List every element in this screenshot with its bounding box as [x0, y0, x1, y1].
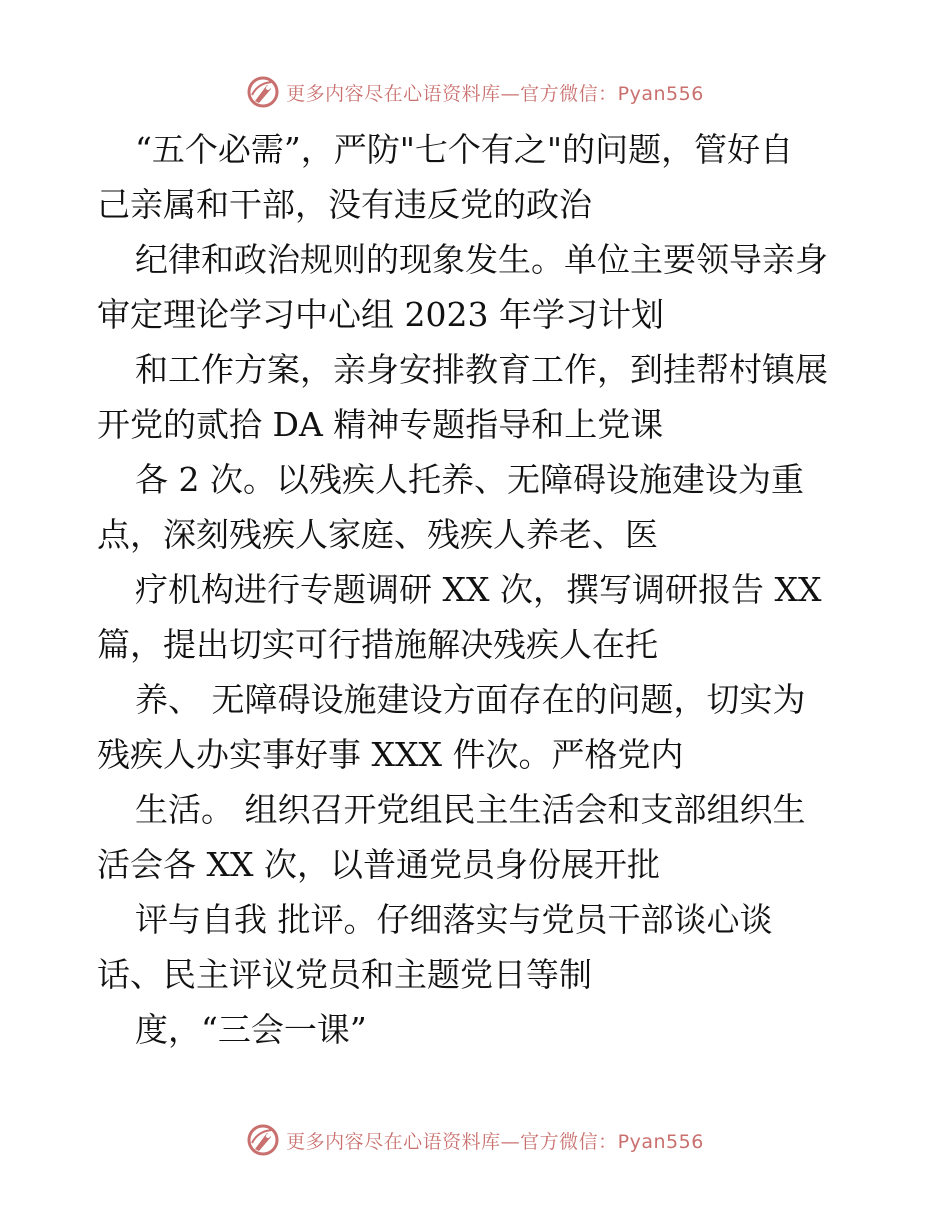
footer-text: 更多内容尽在心语资料库—官方微信：: [286, 1130, 618, 1153]
header-text: 更多内容尽在心语资料库—官方微信：: [286, 82, 618, 105]
footer-watermark: [0, 1120, 950, 1160]
footer-watermark-inner: [246, 1123, 704, 1157]
text-line: 和工作方案，亲身安排教育工作，到挂帮村镇展: [135, 350, 828, 389]
text-line: 残疾人办实事好事 XXX 件次。严格党内: [97, 735, 684, 774]
text-line: 活会各 XX 次，以普通党员身份展开批: [97, 845, 660, 884]
text-line: 养、 无障碍设施建设方面存在的问题，切实为: [135, 680, 806, 719]
text-line: 篇，提出切实可行措施解决残疾人在托: [97, 625, 658, 664]
text-line: 疗机构进行专题调研 XX 次，撰写调研报告 XX: [135, 570, 822, 609]
text-line: 评与自我 批评。仔细落实与党员干部谈心谈: [135, 900, 773, 939]
text-line: 度，“三会一课”: [135, 1010, 367, 1049]
text-line: 开党的贰拾 DA 精神专题指导和上党课: [97, 405, 664, 444]
pen-nib-logo-icon: [246, 75, 280, 109]
pen-nib-logo-icon: [246, 1123, 280, 1157]
text-line: 点，深刻残疾人家庭、残疾人养老、医: [97, 515, 658, 554]
text-line: 各 2 次。以残疾人托养、无障碍设施建设为重: [135, 460, 804, 499]
body-text: [97, 122, 897, 1057]
text-line: 生活。 组织召开党组民主生活会和支部组织生: [135, 790, 806, 829]
text-line: “五个必需”，严防"七个有之"的问题，管好自: [135, 130, 794, 169]
footer-watermark-text: [286, 1127, 704, 1154]
header-watermark: [0, 72, 950, 112]
text-line: 己亲属和干部，没有违反党的政治: [97, 185, 592, 224]
text-line: 话、民主评议党员和主题党日等制: [97, 955, 592, 994]
text-line: 审定理论学习中心组 2023 年学习计划: [97, 295, 664, 334]
text-line: 纪律和政治规则的现象发生。单位主要领导亲身: [135, 240, 828, 279]
header-watermark-inner: [246, 75, 704, 109]
header-account: Pyan556: [617, 82, 704, 105]
header-watermark-text: [286, 79, 704, 106]
footer-account: Pyan556: [617, 1130, 704, 1153]
